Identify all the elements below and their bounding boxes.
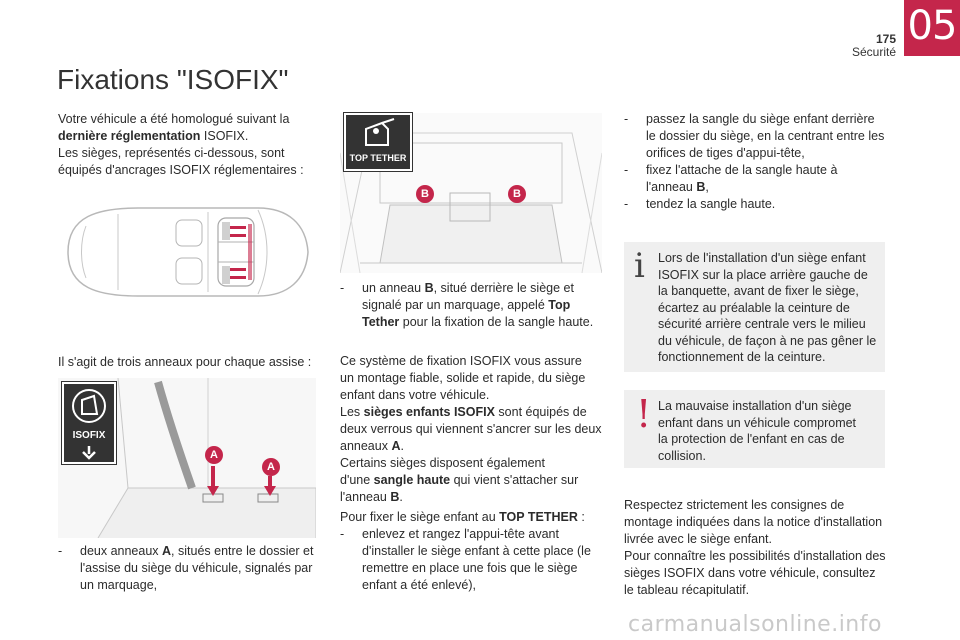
warning-box: ! La mauvaise installation d'un siège enfant dans un véhicule compromet la protection de l'enfant en cas de collision. [624,390,885,468]
tether-steps: - passez la sangle du siège enfant derrière le dossier du siège, en la centrant entre les orifices de tiges d'appui-tête, - fixez l'attache de la sangle haute à l'anneau B, - tendez la sangle haute. [624,112,885,211]
respect-paragraph: Respectez strictement les consignes de montage indiquées dans la notice d'installation livrée avec le siège enfant. Pour connaître les possibilités d'installation des sièges ISOFIX dans votre véhicule, consultez le tableau récapitulatif. [624,498,886,597]
isofix-seat-illustration [58,378,316,538]
page-title: Fixations "ISOFIX" [57,64,289,95]
bullet-rings-a: - deux anneaux A, situés entre le dossier et l'assise du siège du véhicule, signalés par un marquage, [58,544,314,592]
chapter-tab: 05 [904,0,960,56]
intro-paragraph: Votre véhicule a été homologué suivant la dernière réglementation ISOFIX. Les sièges, représentés ci-dessous, sont équipés d'ancrages ISOFIX réglementaires : [58,112,304,177]
anchor-marker [230,234,246,237]
fix-instructions: Pour fixer le siège enfant au TOP TETHER : - enlevez et rangez l'appui-tête avant d'installer le siège enfant à cette place (le remettre en place une fois que le siège enfant a été enlevé), [340,510,591,592]
system-paragraph: Ce système de fixation ISOFIX vous assure un montage fiable, solide et rapide, du siège enfant dans votre véhicule. Les sièges enfants ISOFIX sont équipés de deux verrous qui viennent s'ancrer sur les deux anneaux A. Certains sièges disposent également d'une sangle haute qui vient s'attacher sur l'anneau B. [340,354,602,504]
section-label: Sécurité [851,45,896,59]
warning-icon: ! [636,392,652,436]
anchor-a-badge: A [262,458,280,476]
anchor-marker [230,226,246,229]
page-number: 175 [875,32,896,46]
anchor-marker [230,268,246,271]
anchor-b-badge: B [508,185,526,203]
car-top-view-illustration [58,196,316,308]
info-box: i Lors de l'installation d'un siège enfant ISOFIX sur la place arrière gauche de la banquette, avant de fixer le siège, écartez au préalable la ceinture de sécurité arrière centrale vers le milieu du véhicule, de façon à ne pas gêner le fonctionnement de la ceinture. [624,242,885,372]
bullet-ring-b: - un anneau B, situé derrière le siège et signalé par un marquage, appelé Top Tether pour la fixation de la sangle haute. [340,281,594,329]
anchor-b-badge: B [416,185,434,203]
top-tether-illustration [340,113,602,273]
anchor-a-badge: A [205,446,223,464]
anchor-marker [230,276,246,279]
watermark: carmanualsonline.info [628,612,882,637]
info-icon: i [634,246,645,286]
isofix-symbol: ISOFIX [62,382,116,464]
rings-intro: Il s'agit de trois anneaux pour chaque assise : [58,355,312,369]
top-tether-symbol: TOP TETHER [344,113,412,171]
